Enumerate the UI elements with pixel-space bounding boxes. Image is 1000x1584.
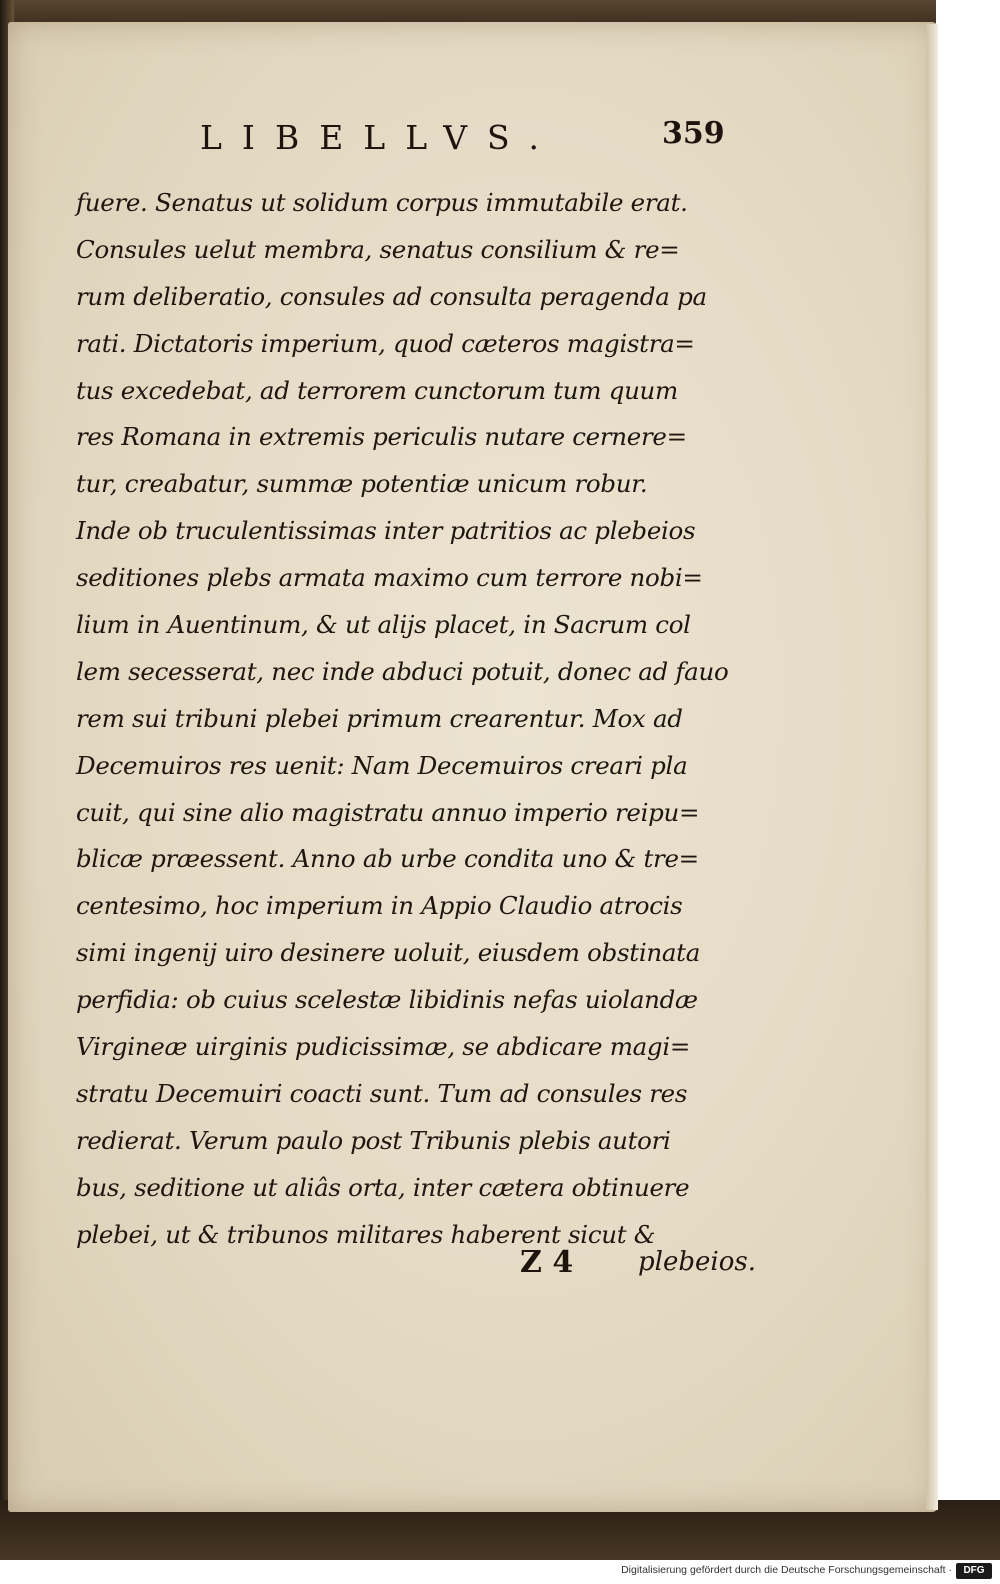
- dfg-logo: [956, 1563, 992, 1579]
- text-line: Decemuiros res uenit: Nam Decemuiros creari pla: [76, 750, 688, 780]
- text-line: simi ingenij uiro desinere uoluit, eiusdem obstinata: [76, 938, 701, 968]
- folio-number: 359: [662, 116, 725, 151]
- text-line: stratu Decemuiri coacti sunt. Tum ad consules res: [76, 1078, 688, 1108]
- catchword: plebeios.: [638, 1247, 756, 1277]
- text-line: rum deliberatio, consules ad consulta peragenda pa: [76, 281, 707, 311]
- credit-text: Digitalisierung gefördert durch die Deutsche Forschungsgemeinschaft ·: [621, 1564, 952, 1576]
- text-line: tus excedebat, ad terrorem cunctorum tum quum: [76, 375, 678, 405]
- text-line: lem secesserat, nec inde abduci potuit, donec ad fauo: [76, 656, 729, 686]
- text-line: perfidia: ob cuius scelestæ libidinis nefas uiolandæ: [76, 985, 698, 1015]
- text-line: lium in Auentinum, & ut alijs placet, in Sacrum col: [76, 610, 691, 640]
- text-line: Consules uelut membra, senatus consilium & re=: [76, 234, 680, 264]
- text-line: Inde ob truculentissimas inter patritios ac plebeios: [76, 516, 696, 546]
- signature-mark: Z 4: [520, 1245, 574, 1280]
- running-head: LIBELLVS.: [200, 118, 559, 157]
- text-line: plebei, ut & tribunos militares haberent sicut &: [76, 1219, 656, 1249]
- page-right-margin: [936, 0, 1000, 1560]
- text-line: rem sui tribuni plebei primum crearentur. Mox ad: [76, 703, 683, 733]
- text-line: blicæ præessent. Anno ab urbe condita uno & tre=: [76, 844, 699, 874]
- text-line: seditiones plebs armata maximo cum terrore nobi=: [76, 563, 703, 593]
- text-line: redierat. Verum paulo post Tribunis plebis autori: [76, 1125, 671, 1155]
- text-line: centesimo, hoc imperium in Appio Claudio atrocis: [76, 891, 683, 921]
- dfg-logo-text: DFG: [963, 1565, 985, 1576]
- text-line: cuit, qui sine alio magistratu annuo imperio reipu=: [76, 797, 700, 827]
- text-line: rati. Dictatoris imperium, quod cæteros magistra=: [76, 328, 695, 358]
- text-line: tur, creabatur, summæ potentiæ unicum robur.: [76, 469, 648, 499]
- body-text: [76, 180, 766, 1258]
- page-fore-edge: [926, 24, 938, 1510]
- text-line: fuere. Senatus ut solidum corpus immutabile erat.: [76, 188, 688, 217]
- text-line: Virgineæ uirginis pudicissimæ, se abdicare magi=: [76, 1032, 691, 1062]
- text-line: bus, seditione ut aliâs orta, inter cætera obtinuere: [76, 1172, 690, 1202]
- digitization-credit-bar: [0, 1560, 1000, 1584]
- text-line: res Romana in extremis periculis nutare cernere=: [76, 422, 687, 452]
